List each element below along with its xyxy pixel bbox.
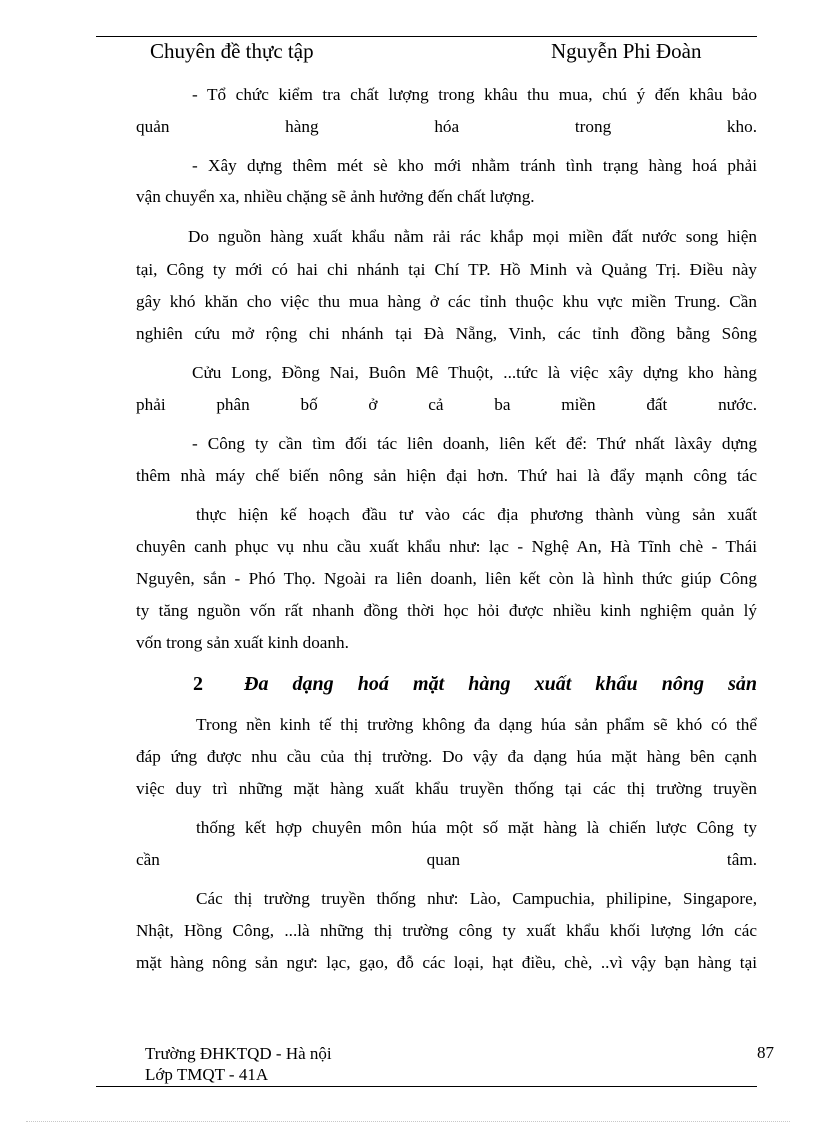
body-line: chuyên canh phục vụ nhu cầu xuất khẩu như: lạc - Nghệ An, Hà Tĩnh chè - Thái bbox=[136, 537, 757, 556]
body-line: vận chuyển xa, nhiều chặng sẽ ảnh hưởng đến chất lượng. bbox=[136, 187, 535, 206]
header-title: Chuyên đề thực tập bbox=[150, 39, 314, 63]
body-line: cần quan tâm. bbox=[136, 850, 757, 869]
body-line: Các thị trường truyền thống như: Lào, Campuchia, philipine, Singapore, bbox=[196, 889, 757, 908]
body-line: Nguyên, sắn - Phó Thọ. Ngoài ra liên doanh, liên kết còn là hình thức giúp Công bbox=[136, 569, 757, 588]
body-line: thống kết hợp chuyên môn húa một số mặt hàng là chiến lược Công ty bbox=[196, 818, 757, 837]
body-line: mặt hàng nông sản ngư: lạc, gạo, đỗ các loại, hạt điều, chè, ..vì vậy bạn hàng tại bbox=[136, 953, 757, 972]
footer-rule bbox=[96, 1086, 757, 1087]
body-line: vốn trong sản xuất kinh doanh. bbox=[136, 633, 349, 652]
body-line: đáp ứng được nhu cầu của thị trường. Do vậy đa dạng húa mặt hàng bên cạnh bbox=[136, 747, 757, 766]
footer-school: Trường ĐHKTQD - Hà nội bbox=[145, 1044, 332, 1063]
section-number: 2 bbox=[193, 673, 203, 695]
header-rule bbox=[96, 36, 757, 37]
body-line: việc duy trì những mặt hàng xuất khẩu truyền thống tại các thị trường truyền bbox=[136, 779, 757, 798]
body-line: quản hàng hóa trong kho. bbox=[136, 117, 757, 136]
body-line: thêm nhà máy chế biến nông sản hiện đại hơn. Thứ hai là đẩy mạnh công tác bbox=[136, 466, 757, 485]
body-line: - Tổ chức kiểm tra chất lượng trong khâu thu mua, chú ý đến khâu bảo bbox=[192, 85, 757, 104]
body-line: Nhật, Hồng Công, ...là những thị trường công ty xuất khẩu khối lượng lớn các bbox=[136, 921, 757, 940]
body-line: Do nguồn hàng xuất khẩu nằm rải rác khắp mọi miền đất nước song hiện bbox=[188, 227, 757, 246]
header-author: Nguyễn Phi Đoàn bbox=[551, 39, 702, 63]
body-line: nghiên cứu mở rộng chi nhánh tại Đà Nẵng, Vinh, các tỉnh đồng bằng Sông bbox=[136, 324, 757, 343]
body-line: - Xây dựng thêm mét sè kho mới nhằm tránh tình trạng hàng hoá phải bbox=[192, 156, 757, 175]
body-line: phải phân bố ở cả ba miền đất nước. bbox=[136, 395, 757, 414]
body-line: thực hiện kế hoạch đầu tư vào các địa phương thành vùng sản xuất bbox=[196, 505, 757, 524]
body-line: gây khó khăn cho việc thu mua hàng ở các tỉnh thuộc khu vực miền Trung. Cần bbox=[136, 292, 757, 311]
body-line: ty tăng nguồn vốn rất nhanh đồng thời học hỏi được nhiều kinh nghiệm quản lý bbox=[136, 601, 757, 620]
page-number: 87 bbox=[757, 1043, 774, 1062]
body-line: Trong nền kinh tế thị trường không đa dạng húa sản phẩm sẽ khó có thể bbox=[196, 715, 757, 734]
body-line: - Công ty cần tìm đối tác liên doanh, liên kết để: Thứ nhất làxây dựng bbox=[192, 434, 757, 453]
footer-class: Lớp TMQT - 41A bbox=[145, 1065, 269, 1084]
section-title: Đa dạng hoá mặt hàng xuất khẩu nông sản bbox=[244, 673, 757, 695]
body-line: tại, Công ty mới có hai chi nhánh tại Chí TP. Hồ Minh và Quảng Trị. Điều này bbox=[136, 260, 757, 279]
page-edge-divider bbox=[26, 1121, 790, 1122]
body-line: Cửu Long, Đồng Nai, Buôn Mê Thuột, ...tức là việc xây dựng kho hàng bbox=[192, 363, 757, 382]
